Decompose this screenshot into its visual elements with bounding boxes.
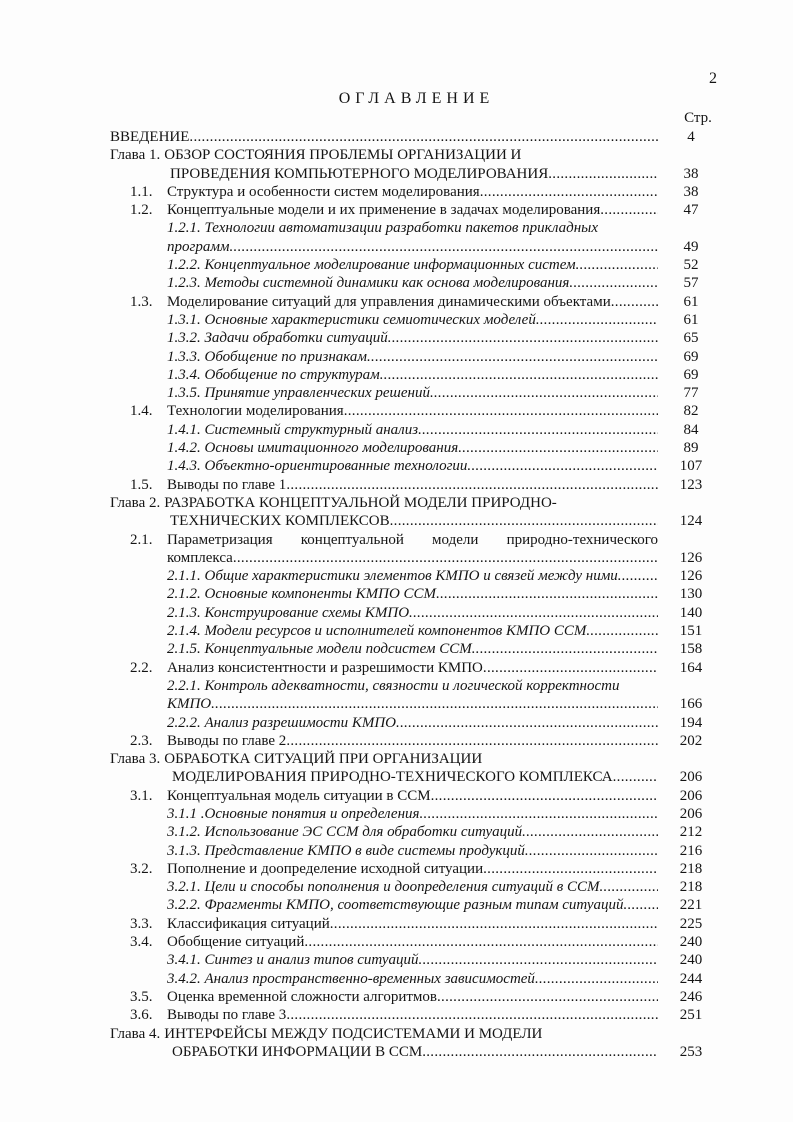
toc-entry [110, 732, 720, 750]
dot-leader [189, 128, 658, 146]
entry-page-number: 38 [683, 183, 699, 200]
toc-entry [110, 988, 720, 1006]
toc-entry [110, 805, 720, 823]
toc-entry [110, 384, 720, 402]
section-number: 2.2. [130, 659, 153, 676]
toc-entry [110, 659, 720, 677]
toc-entry [110, 494, 720, 531]
toc-entry [110, 714, 720, 732]
toc-entry [110, 274, 720, 292]
toc-entry [110, 531, 720, 568]
entry-page-number: 158 [679, 641, 703, 658]
chapter-title-line-1: ОБЗОР СОСТОЯНИЯ ПРОБЛЕМЫ ОРГАНИЗАЦИИ И [164, 147, 522, 164]
chapter-label: Глава 3. [110, 751, 161, 768]
dot-leader [436, 585, 658, 603]
toc-entry [110, 329, 720, 347]
entry-text: Оценка временной сложности алгоритмов [167, 988, 437, 1005]
toc-entry [110, 915, 720, 933]
entry-page-number: 47 [683, 202, 699, 219]
dot-leader [467, 457, 658, 475]
entry-text: 1.2.2. Концептуальное моделирование информационных систем [167, 257, 576, 274]
entry-text: Анализ консистентности и разрешимости КМПО [167, 659, 483, 676]
entry-text: Выводы по главе 1 [167, 476, 287, 493]
entry-text: 1.3.1. Основные характеристики семиотических моделей [167, 311, 536, 328]
entry-text: ВВЕДЕНИЕ [110, 129, 190, 145]
entry-page-number: 89 [683, 440, 699, 457]
entry-page-number: 52 [683, 257, 699, 274]
entry-page-number: 126 [679, 549, 703, 566]
dot-leader [233, 549, 658, 567]
entry-text: 2.1.2. Основные компоненты КМПО ССМ [167, 586, 437, 603]
entry-page-number: 84 [683, 421, 699, 438]
toc-entry [110, 951, 720, 969]
toc-entry [110, 640, 720, 658]
entry-page-number: 166 [679, 696, 703, 713]
entry-page-number: 194 [679, 714, 703, 731]
dot-leader [367, 348, 658, 366]
dot-leader [535, 970, 658, 988]
entry-text-line-1: 1.2.1. Технологии автоматизации разработки пакетов прикладных [167, 220, 598, 237]
entry-text: 2.1.4. Модели ресурсов и исполнителей компонентов КМПО ССМ [167, 623, 587, 640]
toc-entry [110, 896, 720, 914]
dot-leader [613, 768, 658, 786]
chapter-title-line-1: ОБРАБОТКА СИТУАЦИЙ ПРИ ОРГАНИЗАЦИИ [164, 751, 483, 768]
entry-text: Выводы по главе 3 [167, 1007, 287, 1024]
section-number: 1.4. [130, 403, 153, 420]
entry-text: Выводы по главе 2 [167, 732, 287, 749]
entry-text: 1.3.2. Задачи обработки ситуаций [167, 330, 388, 347]
dot-leader [483, 860, 658, 878]
entry-text: Структура и особенности систем моделирования [167, 183, 480, 200]
dot-leader [286, 1006, 658, 1024]
dot-leader [420, 805, 659, 823]
toc-entry [110, 128, 720, 146]
entry-page-number: 130 [679, 586, 703, 603]
dot-leader [230, 238, 659, 256]
table-of-contents [110, 128, 720, 1061]
toc-entry [110, 567, 720, 585]
toc-entry [110, 1025, 720, 1062]
toc-entry [110, 750, 720, 787]
entry-text: 2.1.3. Конструирование схемы КМПО [167, 604, 410, 621]
dot-leader [380, 366, 658, 384]
dot-leader [304, 933, 658, 951]
entry-page-number: 65 [683, 330, 699, 347]
toc-entry [110, 439, 720, 457]
entry-text-line-1: Параметризация концептуальной модели природно-технического [167, 531, 658, 548]
dot-leader [586, 622, 658, 640]
entry-text: 3.1.1 .Основные понятия и определения [167, 805, 420, 822]
dot-leader [525, 842, 658, 860]
section-number: 3.3. [130, 915, 153, 932]
toc-entry [110, 201, 720, 219]
entry-text: 3.4.1. Синтез и анализ типов ситуаций [167, 952, 419, 969]
section-number: 2.1. [130, 531, 153, 548]
entry-text: 3.1.2. Использование ЭС ССМ для обработки ситуаций [167, 824, 523, 841]
dot-leader [522, 823, 658, 841]
entry-page-number: 124 [679, 513, 703, 530]
toc-entry [110, 1006, 720, 1024]
entry-text-line-1: 2.2.1. Контроль адекватности, связности и логической корректности [167, 677, 620, 694]
page-number: 2 [709, 70, 717, 87]
entry-page-number: 218 [679, 879, 703, 896]
dot-leader [409, 604, 658, 622]
section-number: 3.5. [130, 988, 153, 1005]
entry-page-number: 240 [679, 934, 703, 951]
toc-entry [110, 604, 720, 622]
toc-entry [110, 146, 720, 183]
entry-page-number: 69 [683, 348, 699, 365]
entry-page-number: 225 [679, 915, 703, 932]
entry-text: 1.4.1. Системный структурный анализ [167, 421, 419, 438]
chapter-title-line-2: ПРОВЕДЕНИЯ КОМПЬЮТЕРНОГО МОДЕЛИРОВАНИЯ [170, 165, 549, 182]
dot-leader [211, 695, 658, 713]
entry-page-number: 82 [683, 403, 699, 420]
section-number: 1.3. [130, 293, 153, 310]
entry-text: 1.4.3. Объектно-ориентированные технологии [167, 458, 468, 475]
dot-leader [388, 329, 658, 347]
page-column-label: Стр. [684, 110, 712, 126]
entry-text: 3.4.2. Анализ пространственно-временных зависимостей [167, 970, 535, 987]
chapter-title-line-2: ОБРАБОТКИ ИНФОРМАЦИИ В ССМ [172, 1043, 423, 1060]
chapter-title-line-2: ТЕХНИЧЕСКИХ КОМПЛЕКСОВ [170, 513, 390, 530]
entry-page-number: 49 [683, 238, 699, 255]
entry-text: Классификация ситуаций [167, 915, 330, 932]
section-number: 3.6. [130, 1007, 153, 1024]
toc-entry [110, 787, 720, 805]
toc-entry [110, 457, 720, 475]
dot-leader [480, 183, 658, 201]
entry-text: 1.3.5. Принятие управленческих решений [167, 385, 430, 402]
section-number: 1.2. [130, 202, 153, 219]
section-number: 3.4. [130, 934, 153, 951]
toc-entry [110, 585, 720, 603]
entry-text: Обобщение ситуаций [167, 934, 305, 951]
entry-text-line-2: программ [167, 238, 230, 255]
entry-page-number: 216 [679, 842, 703, 859]
dot-leader [536, 311, 658, 329]
entry-page-number: 202 [679, 732, 703, 749]
entry-page-number: 164 [679, 659, 703, 676]
toc-entry [110, 311, 720, 329]
entry-page-number: 126 [679, 568, 703, 585]
entry-text: 3.2.2. Фрагменты КМПО, соответствующие разным типам ситуаций [167, 897, 624, 914]
entry-page-number: 61 [683, 293, 699, 310]
entry-page-number: 38 [683, 165, 699, 182]
dot-leader [483, 659, 658, 677]
chapter-label: Глава 2. [110, 494, 161, 511]
entry-text: 2.1.1. Общие характеристики элементов КМПО и связей между ними [167, 568, 618, 585]
entry-page-number: 206 [679, 769, 703, 786]
entry-text: 2.2.2. Анализ разрешимости КМПО [167, 714, 397, 731]
page-title: ОГЛАВЛЕНИЕ [338, 90, 495, 107]
dot-leader [418, 421, 658, 439]
toc-entry [110, 476, 720, 494]
dot-leader [419, 951, 658, 969]
dot-leader [618, 567, 658, 585]
entry-text: 1.3.4. Обобщение по структурам [167, 366, 380, 383]
dot-leader [569, 274, 658, 292]
entry-text: Технологии моделирования [167, 403, 344, 420]
toc-entry [110, 622, 720, 640]
entry-page-number: 61 [683, 311, 699, 328]
toc-entry [110, 860, 720, 878]
toc-entry [110, 348, 720, 366]
entry-text-line-2: комплекса [167, 549, 233, 566]
dot-leader [390, 512, 658, 530]
dot-leader [430, 384, 658, 402]
dot-leader [611, 293, 658, 311]
section-number: 3.2. [130, 860, 153, 877]
entry-text: Концептуальные модели и их применение в задачах моделирования [167, 202, 601, 219]
entry-page-number: 140 [679, 604, 703, 621]
toc-entry [110, 823, 720, 841]
entry-text: Моделирование ситуаций для управления динамическими объектами [167, 293, 611, 310]
toc-entry [110, 293, 720, 311]
entry-text: 1.4.2. Основы имитационного моделирования [167, 440, 459, 457]
toc-entry [110, 219, 720, 256]
chapter-label: Глава 4. [110, 1025, 161, 1042]
toc-entry [110, 256, 720, 274]
dot-leader [286, 732, 658, 750]
section-number: 1.5. [130, 476, 153, 493]
entry-page-number: 253 [679, 1043, 703, 1060]
chapter-title-line-1: РАЗРАБОТКА КОНЦЕПТУАЛЬНОЙ МОДЕЛИ ПРИРОДНО- [164, 494, 557, 511]
entry-page-number: 77 [683, 385, 699, 402]
chapter-label: Глава 1. [110, 147, 161, 164]
dot-leader [548, 165, 658, 183]
entry-text: 3.2.1. Цели и способы пополнения и доопределения ситуаций в ССМ [167, 879, 600, 896]
dot-leader [576, 256, 658, 274]
entry-page-number: 221 [679, 897, 703, 914]
toc-entry [110, 677, 720, 714]
entry-text: 1.3.3. Обобщение по признакам [167, 348, 367, 365]
chapter-title-line-1: ИНТЕРФЕЙСЫ МЕЖДУ ПОДСИСТЕМАМИ И МОДЕЛИ [164, 1025, 543, 1042]
entry-page-number: 244 [679, 970, 703, 987]
dot-leader [624, 896, 658, 914]
entry-page-number: 123 [679, 476, 703, 493]
entry-page-number: 212 [679, 824, 703, 841]
section-number: 1.1. [130, 183, 153, 200]
entry-page-number: 57 [683, 275, 699, 292]
entry-page-number: 251 [679, 1007, 703, 1024]
entry-page-number: 4 [687, 129, 695, 145]
dot-leader [344, 402, 658, 420]
entry-page-number: 246 [679, 988, 703, 1005]
entry-text-line-2: КМПО [167, 696, 212, 713]
dot-leader [458, 439, 658, 457]
dot-leader [600, 201, 658, 219]
toc-entry [110, 933, 720, 951]
entry-text: 1.2.3. Методы системной динамики как основа моделирования [167, 275, 570, 292]
entry-page-number: 151 [679, 623, 703, 640]
entry-page-number: 240 [679, 952, 703, 969]
section-number: 2.3. [130, 732, 153, 749]
toc-entry [110, 366, 720, 384]
entry-page-number: 206 [679, 787, 703, 804]
toc-entry [110, 878, 720, 896]
entry-text: Пополнение и доопределение исходной ситуации [167, 860, 484, 877]
entry-text: 3.1.3. Представление КМПО в виде системы продукций [167, 842, 525, 859]
dot-leader [472, 640, 658, 658]
toc-entry [110, 402, 720, 420]
dot-leader [422, 1043, 658, 1061]
toc-entry [110, 183, 720, 201]
entry-page-number: 206 [679, 805, 703, 822]
section-number: 3.1. [130, 787, 153, 804]
entry-page-number: 218 [679, 860, 703, 877]
dot-leader [431, 787, 658, 805]
dot-leader [286, 476, 658, 494]
dot-leader [600, 878, 659, 896]
toc-entry [110, 970, 720, 988]
chapter-title-line-2: МОДЕЛИРОВАНИЯ ПРИРОДНО-ТЕХНИЧЕСКОГО КОМПЛЕКСА [172, 769, 613, 786]
entry-page-number: 69 [683, 366, 699, 383]
entry-text: 2.1.5. Концептуальные модели подсистем ССМ [167, 641, 472, 658]
dot-leader [330, 915, 658, 933]
entry-text: Концептуальная модель ситуации в ССМ [167, 787, 431, 804]
dot-leader [437, 988, 658, 1006]
entry-page-number: 107 [679, 458, 703, 475]
dot-leader [396, 714, 658, 732]
toc-entry [110, 421, 720, 439]
toc-entry [110, 842, 720, 860]
